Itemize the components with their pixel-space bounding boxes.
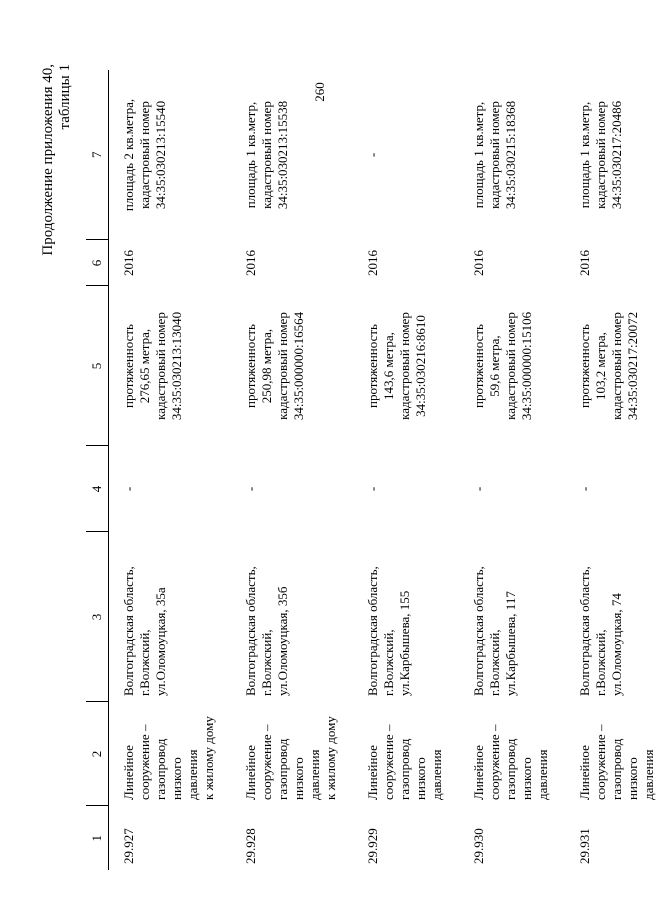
cell-line: газопровод низкого xyxy=(153,738,184,800)
cell-col-6: 2016 xyxy=(471,250,486,276)
cell-line: 143,6 метра, xyxy=(381,332,396,400)
cell-col-2 xyxy=(459,702,565,806)
cell-col-5 xyxy=(565,286,671,446)
cell-col-1: 29.930 xyxy=(471,828,486,864)
cell-line: г.Волжский, xyxy=(487,629,502,696)
cell-line: 250,98 метра, xyxy=(259,328,274,404)
cell-line: сооружение – xyxy=(381,724,396,800)
table-row xyxy=(565,70,671,870)
cell-line: ул.Оломоуцкая, 74 xyxy=(609,593,624,696)
cell-line: газопровод низкого xyxy=(503,738,534,800)
cell-line: кадастровый номер xyxy=(153,312,168,420)
cell-line: протяженность xyxy=(121,324,136,408)
cell-col-4: - xyxy=(243,486,258,492)
cell-line: газопровод низкого xyxy=(397,738,428,800)
cell-line: Линейное xyxy=(471,745,486,800)
page-number: 260 xyxy=(312,82,327,102)
cell-line: Волгоградская область, xyxy=(471,566,486,696)
cell-line: 59,6 метра, xyxy=(487,335,502,397)
cell-col-1: 29.928 xyxy=(243,828,258,864)
cell-col-2 xyxy=(565,702,671,806)
cell-col-2 xyxy=(109,702,232,806)
cell-line: Линейное xyxy=(577,745,592,800)
cell-line: протяженность xyxy=(365,324,380,408)
cell-line: 34:35:000000:15106 xyxy=(519,311,534,421)
cell-line: ул.Оломоуцкая, 35б xyxy=(275,586,290,696)
cell-line: газопровод низкого xyxy=(609,738,640,800)
cell-line: г.Волжский, xyxy=(137,629,152,696)
cell-col-7 xyxy=(353,70,459,240)
cell-col-2 xyxy=(353,702,459,806)
cell-col-6: 2016 xyxy=(365,250,380,276)
cell-col-6: 2016 xyxy=(121,250,136,276)
cell-line: Волгоградская область, xyxy=(243,566,258,696)
caption-line-1: Продолжение приложения 40, xyxy=(40,64,56,256)
cell-col-7 xyxy=(459,70,565,240)
cell-line: кадастровый номер xyxy=(609,312,624,420)
cell-line: сооружение – xyxy=(593,724,608,800)
table-row xyxy=(109,70,232,870)
cell-line: 34:35:030213:15540 xyxy=(153,100,168,210)
cell-line: площадь 1 кв.метр, xyxy=(577,101,592,209)
cell-col-5 xyxy=(353,286,459,446)
table-row xyxy=(231,70,353,870)
cell-line: давления xyxy=(429,749,444,800)
table-body xyxy=(109,70,671,870)
col-header-1: 1 xyxy=(86,806,109,870)
cell-line: кадастровый номер xyxy=(593,101,608,209)
col-header-6: 6 xyxy=(86,240,109,286)
cell-col-5 xyxy=(459,286,565,446)
cell-line: протяженность xyxy=(243,324,258,408)
cell-line: кадастровый номер xyxy=(487,101,502,209)
col-header-7: 7 xyxy=(86,70,109,240)
cell-line: 276,65 метра, xyxy=(137,328,152,404)
cell-col-7 xyxy=(109,70,232,240)
cell-col-5 xyxy=(231,286,353,446)
cell-line: Волгоградская область, xyxy=(121,566,136,696)
cell-line: Линейное xyxy=(243,745,258,800)
cell-line: площадь 1 кв.метр, xyxy=(243,101,258,209)
cell-line: г.Волжский, xyxy=(593,629,608,696)
cell-col-3 xyxy=(353,532,459,702)
cell-line: кадастровый номер xyxy=(137,101,152,209)
data-table xyxy=(86,70,671,870)
cell-col-4: - xyxy=(121,486,136,492)
cell-line: площадь 2 кв.метра, xyxy=(121,98,136,212)
cell-col-2 xyxy=(231,702,353,806)
cell-line: Волгоградская область, xyxy=(577,566,592,696)
cell-line: газопровод низкого xyxy=(275,738,306,800)
cell-line: ул.Карбышева, 117 xyxy=(503,591,518,696)
col-header-4: 4 xyxy=(86,446,109,532)
cell-line: Линейное xyxy=(365,745,380,800)
cell-line: ул.Оломоуцкая, 35а xyxy=(153,587,168,696)
table-row xyxy=(459,70,565,870)
cell-col-4: - xyxy=(365,486,380,492)
cell-line: сооружение – xyxy=(487,724,502,800)
cell-line: к жилому дому xyxy=(201,716,216,800)
cell-line: кадастровый номер xyxy=(397,312,412,420)
cell-line: 34:35:030217:20486 xyxy=(609,100,624,210)
cell-col-3 xyxy=(231,532,353,702)
cell-line: к жилому дому xyxy=(323,716,338,800)
cell-line: г.Волжский, xyxy=(259,629,274,696)
cell-col-5 xyxy=(109,286,232,446)
cell-line: Волгоградская область, xyxy=(365,566,380,696)
header-row xyxy=(86,70,109,870)
cell-line: 34:35:030215:18368 xyxy=(503,100,518,210)
cell-line: давления xyxy=(535,749,550,800)
cell-col-7 xyxy=(565,70,671,240)
cell-line: 34:35:030216:8610 xyxy=(413,315,428,417)
cell-line: кадастровый номер xyxy=(259,101,274,209)
cell-line: - xyxy=(365,152,380,158)
cell-line: кадастровый номер xyxy=(503,312,518,420)
cell-col-7 xyxy=(231,70,353,240)
cell-line: кадастровый номер xyxy=(275,312,290,420)
cell-col-1: 29.927 xyxy=(121,828,136,864)
cell-col-4: - xyxy=(577,486,592,492)
cell-line: 34:35:030217:20072 xyxy=(625,311,640,421)
cell-line: ул.Карбышева, 155 xyxy=(397,590,412,696)
cell-col-1: 29.929 xyxy=(365,828,380,864)
cell-line: сооружение – xyxy=(137,724,152,800)
cell-col-3 xyxy=(459,532,565,702)
cell-col-3 xyxy=(565,532,671,702)
cell-line: давления xyxy=(641,749,656,800)
cell-line: 34:35:030213:13040 xyxy=(169,311,184,421)
cell-line: 103,2 метра, xyxy=(593,332,608,400)
cell-col-4: - xyxy=(471,486,486,492)
cell-line: протяженность xyxy=(471,324,486,408)
cell-col-1: 29.931 xyxy=(577,828,592,864)
col-header-5: 5 xyxy=(86,286,109,446)
cell-line: давления xyxy=(307,749,322,800)
caption-line-2: таблицы 1 xyxy=(57,64,73,130)
cell-line: давления xyxy=(185,749,200,800)
cell-col-6: 2016 xyxy=(577,250,592,276)
cell-line: 34:35:030213:15538 xyxy=(275,100,290,210)
cell-line: протяженность xyxy=(577,324,592,408)
col-header-2: 2 xyxy=(86,702,109,806)
cell-col-6: 2016 xyxy=(243,250,258,276)
rotated-sheet xyxy=(40,64,656,870)
cell-col-3 xyxy=(109,532,232,702)
col-header-3: 3 xyxy=(86,532,109,702)
cell-line: Линейное xyxy=(121,745,136,800)
cell-line: сооружение – xyxy=(259,724,274,800)
cell-line: 34:35:000000:16564 xyxy=(291,311,306,421)
cell-line: г.Волжский, xyxy=(381,629,396,696)
cell-line: площадь 1 кв.метр, xyxy=(471,101,486,209)
table-caption xyxy=(40,64,74,256)
table-row xyxy=(353,70,459,870)
